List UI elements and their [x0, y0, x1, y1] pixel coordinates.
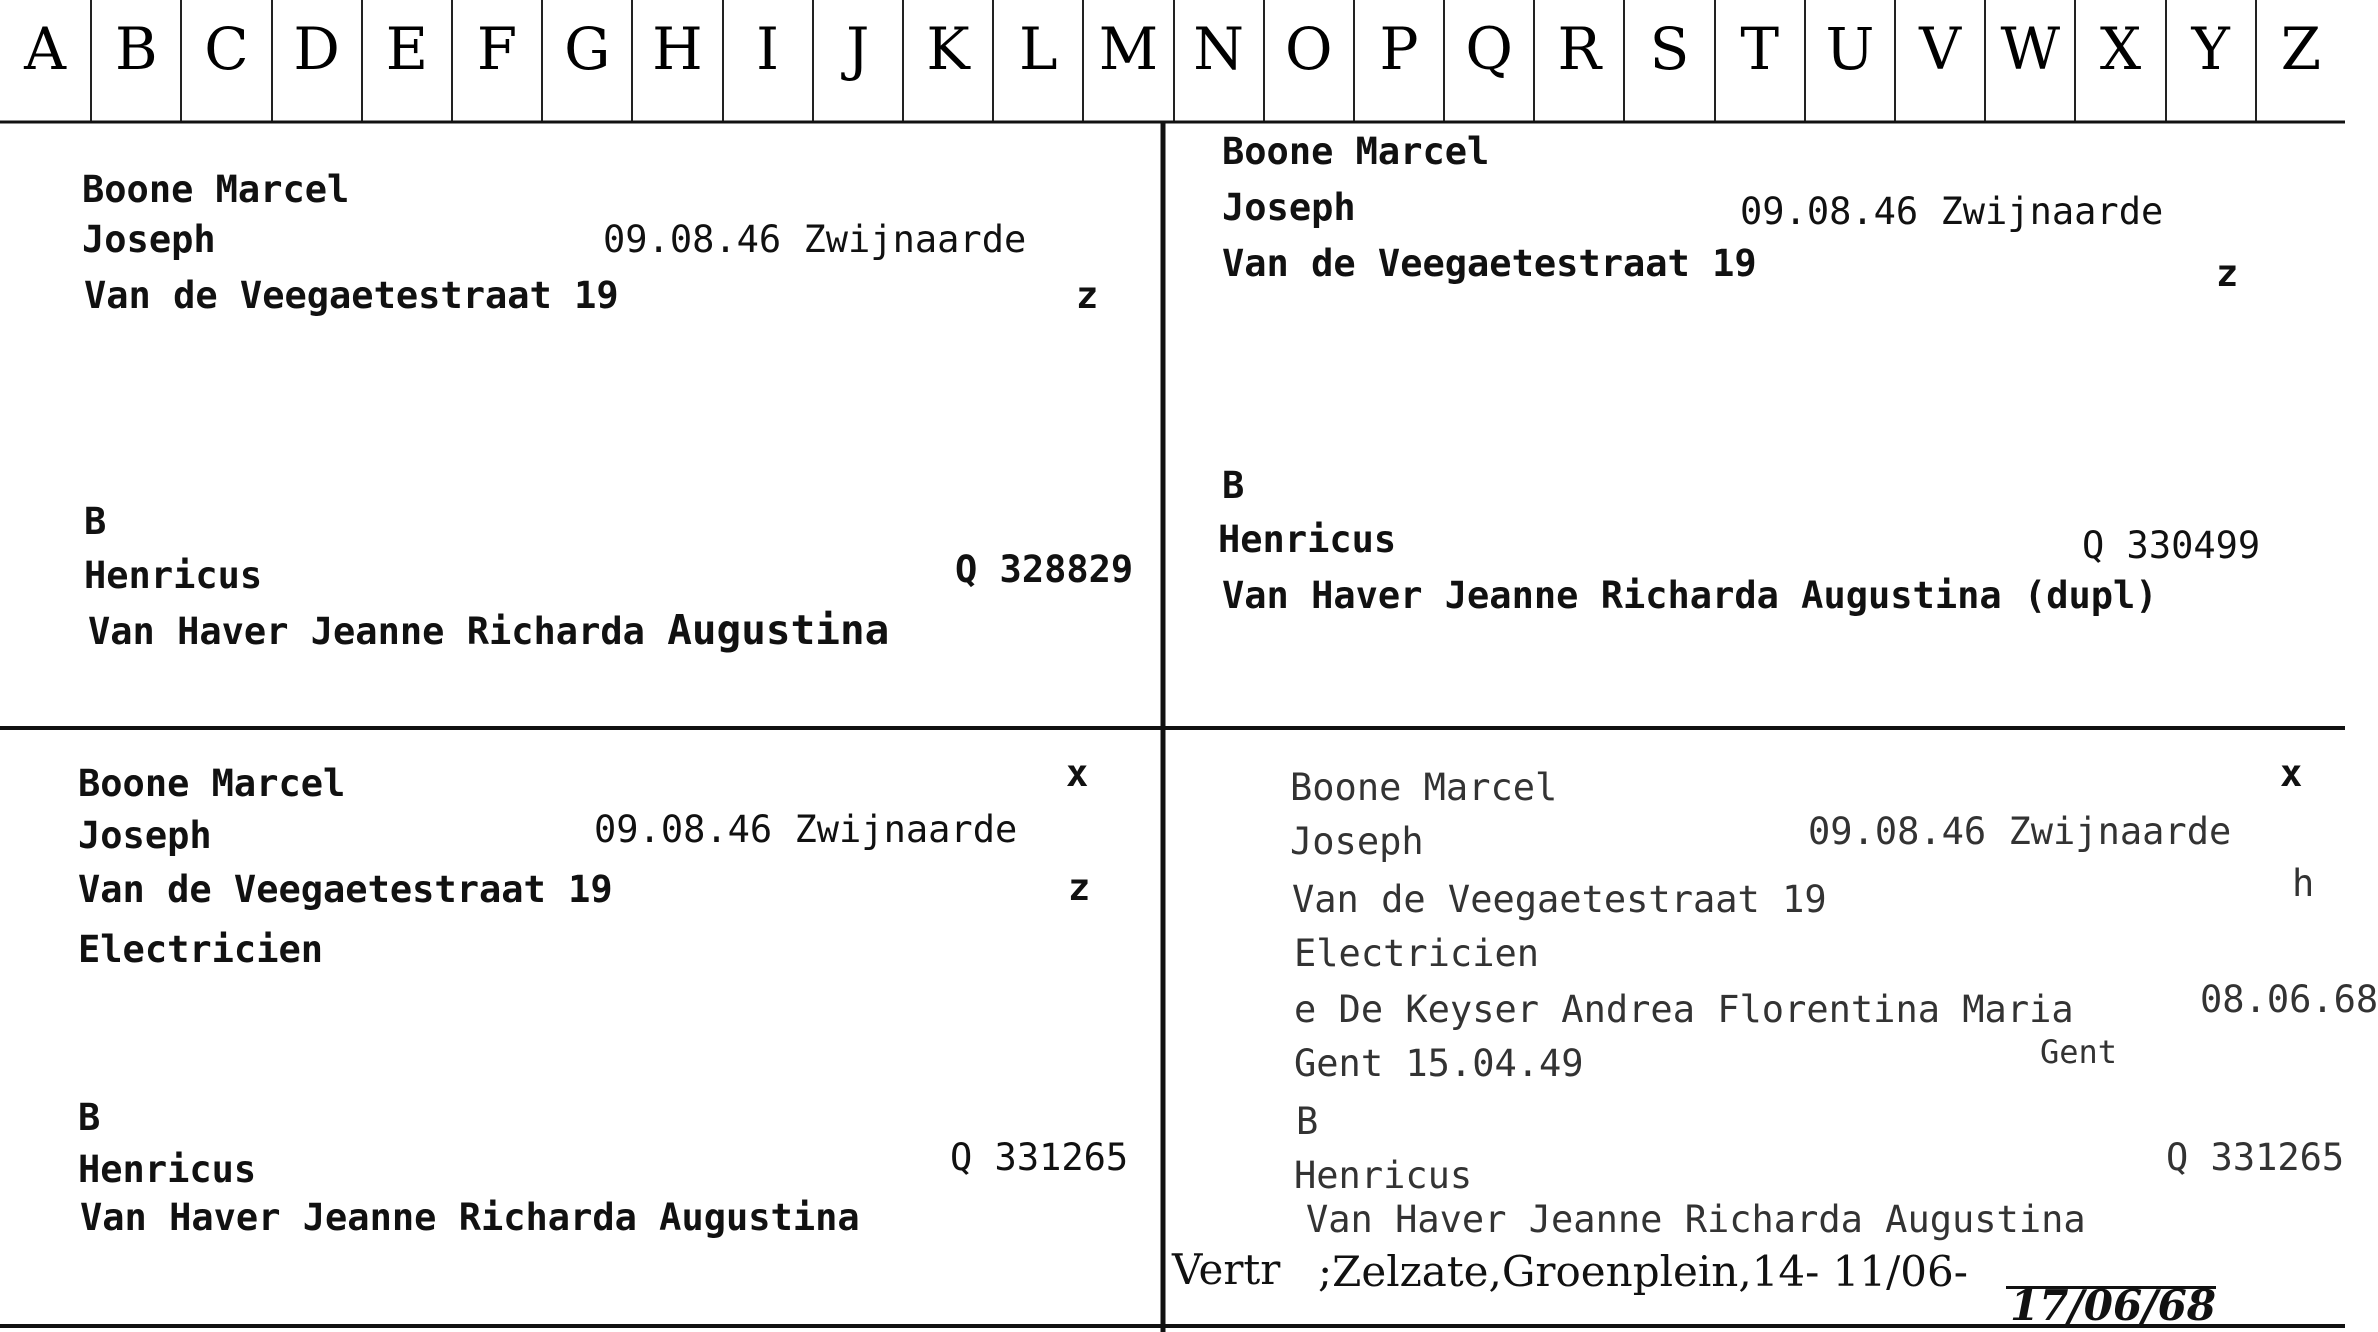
- card-mother: Van Haver Jeanne Richarda Augustina: [80, 1196, 860, 1239]
- alphabet-tab-z[interactable]: Z: [2255, 0, 2345, 122]
- card-letter: B: [1296, 1100, 1319, 1143]
- alphabet-tab-p[interactable]: P: [1353, 0, 1443, 122]
- card-number: Q 328829: [955, 548, 1134, 591]
- card-letter: B: [78, 1096, 101, 1139]
- alphabet-tab-g[interactable]: G: [541, 0, 631, 122]
- alphabet-tab-i[interactable]: I: [722, 0, 812, 122]
- card-marriage-place: Gent: [2040, 1033, 2118, 1071]
- card-given-name: Joseph: [78, 814, 212, 857]
- card-code: z: [1076, 274, 1099, 317]
- card-spouse-birth: Gent 15.04.49: [1294, 1042, 1584, 1085]
- card-profession: Electricien: [1294, 932, 1540, 975]
- alphabet-tab-n[interactable]: N: [1173, 0, 1263, 122]
- card-number: Q 331265: [950, 1136, 1129, 1179]
- alphabet-tab-v[interactable]: V: [1894, 0, 1984, 122]
- alphabet-tab-l[interactable]: L: [992, 0, 1082, 122]
- alphabet-tab-a[interactable]: A: [24, 15, 67, 83]
- alphabet-tab-c[interactable]: C: [180, 0, 270, 122]
- card-father: Henricus: [1218, 518, 1397, 561]
- alphabet-tab-m[interactable]: M: [1082, 0, 1172, 122]
- card-number: Q 330499: [2082, 524, 2261, 567]
- card-departure-label: Vertr: [1172, 1245, 1281, 1294]
- handwritten-date: 17/06/68: [2010, 1281, 2217, 1330]
- card-code: z: [2216, 252, 2239, 295]
- card-letter: B: [84, 500, 107, 543]
- card-mother: Van Haver Jeanne Richarda Augustina: [1306, 1198, 2086, 1241]
- card-street: Van de Veegaetestraat 19: [1292, 878, 1827, 921]
- card-birth: 09.08.46 Zwijnaarde: [603, 218, 1027, 261]
- alphabet-tab-w[interactable]: W: [1984, 0, 2074, 122]
- alphabet-tab-b[interactable]: B: [90, 0, 180, 122]
- card-letter: B: [1222, 464, 1245, 507]
- card-street: Van de Veegaetestraat 19: [78, 868, 613, 911]
- card-code: h: [2292, 862, 2315, 905]
- alphabet-tab-d[interactable]: D: [271, 0, 361, 122]
- card-profession: Electricien: [78, 928, 324, 971]
- card-street: Van de Veegaetestraat 19: [1222, 242, 1757, 285]
- card-name: Boone Marcel: [82, 168, 350, 211]
- card-marriage-date: 08.06.68: [2200, 978, 2378, 1021]
- card-mark: x: [2280, 752, 2303, 795]
- alphabet-tab-h[interactable]: H: [631, 0, 721, 122]
- card-mark: x: [1066, 752, 1089, 795]
- alphabet-tab-k[interactable]: K: [902, 0, 992, 122]
- alphabet-tab-u[interactable]: U: [1804, 0, 1894, 122]
- alphabet-tab-f[interactable]: F: [451, 0, 541, 122]
- card-birth: 09.08.46 Zwijnaarde: [1808, 810, 2232, 853]
- alphabet-tab-j[interactable]: J: [812, 0, 902, 122]
- card-mother: Van Haver Jeanne Richarda Augustina: [88, 606, 890, 654]
- card-father: Henricus: [1294, 1154, 1473, 1197]
- card-given-name: Joseph: [1222, 186, 1356, 229]
- alphabet-tab-o[interactable]: O: [1263, 0, 1353, 122]
- card-code: z: [1068, 866, 1091, 909]
- alphabet-tab-x[interactable]: X: [2074, 0, 2164, 122]
- alphabet-tab-r[interactable]: R: [1533, 0, 1623, 122]
- alphabet-tab-t[interactable]: T: [1714, 0, 1804, 122]
- alphabet-tab-q[interactable]: Q: [1443, 0, 1533, 122]
- card-number: Q 331265: [2166, 1136, 2345, 1179]
- card-name: Boone Marcel: [1222, 130, 1490, 173]
- card-given-name: Joseph: [82, 218, 216, 261]
- card-departure: ;Zelzate,Groenplein,14- 11/06-: [1318, 1247, 1968, 1296]
- card-birth: 09.08.46 Zwijnaarde: [1740, 190, 2164, 233]
- card-name: Boone Marcel: [1290, 766, 1558, 809]
- card-mother: Van Haver Jeanne Richarda Augustina (dupl): [1222, 574, 2158, 617]
- card-given-name: Joseph: [1290, 820, 1424, 863]
- card-father: Henricus: [84, 554, 263, 597]
- card-birth: 09.08.46 Zwijnaarde: [594, 808, 1018, 851]
- card-street: Van de Veegaetestraat 19: [84, 274, 619, 317]
- card-father: Henricus: [78, 1148, 257, 1191]
- alphabet-tab-e[interactable]: E: [361, 0, 451, 122]
- alphabet-tab-y[interactable]: Y: [2165, 0, 2255, 122]
- card-name: Boone Marcel: [78, 762, 346, 805]
- alphabet-tab-s[interactable]: S: [1623, 0, 1713, 122]
- card-spouse: e De Keyser Andrea Florentina Maria: [1294, 988, 2074, 1031]
